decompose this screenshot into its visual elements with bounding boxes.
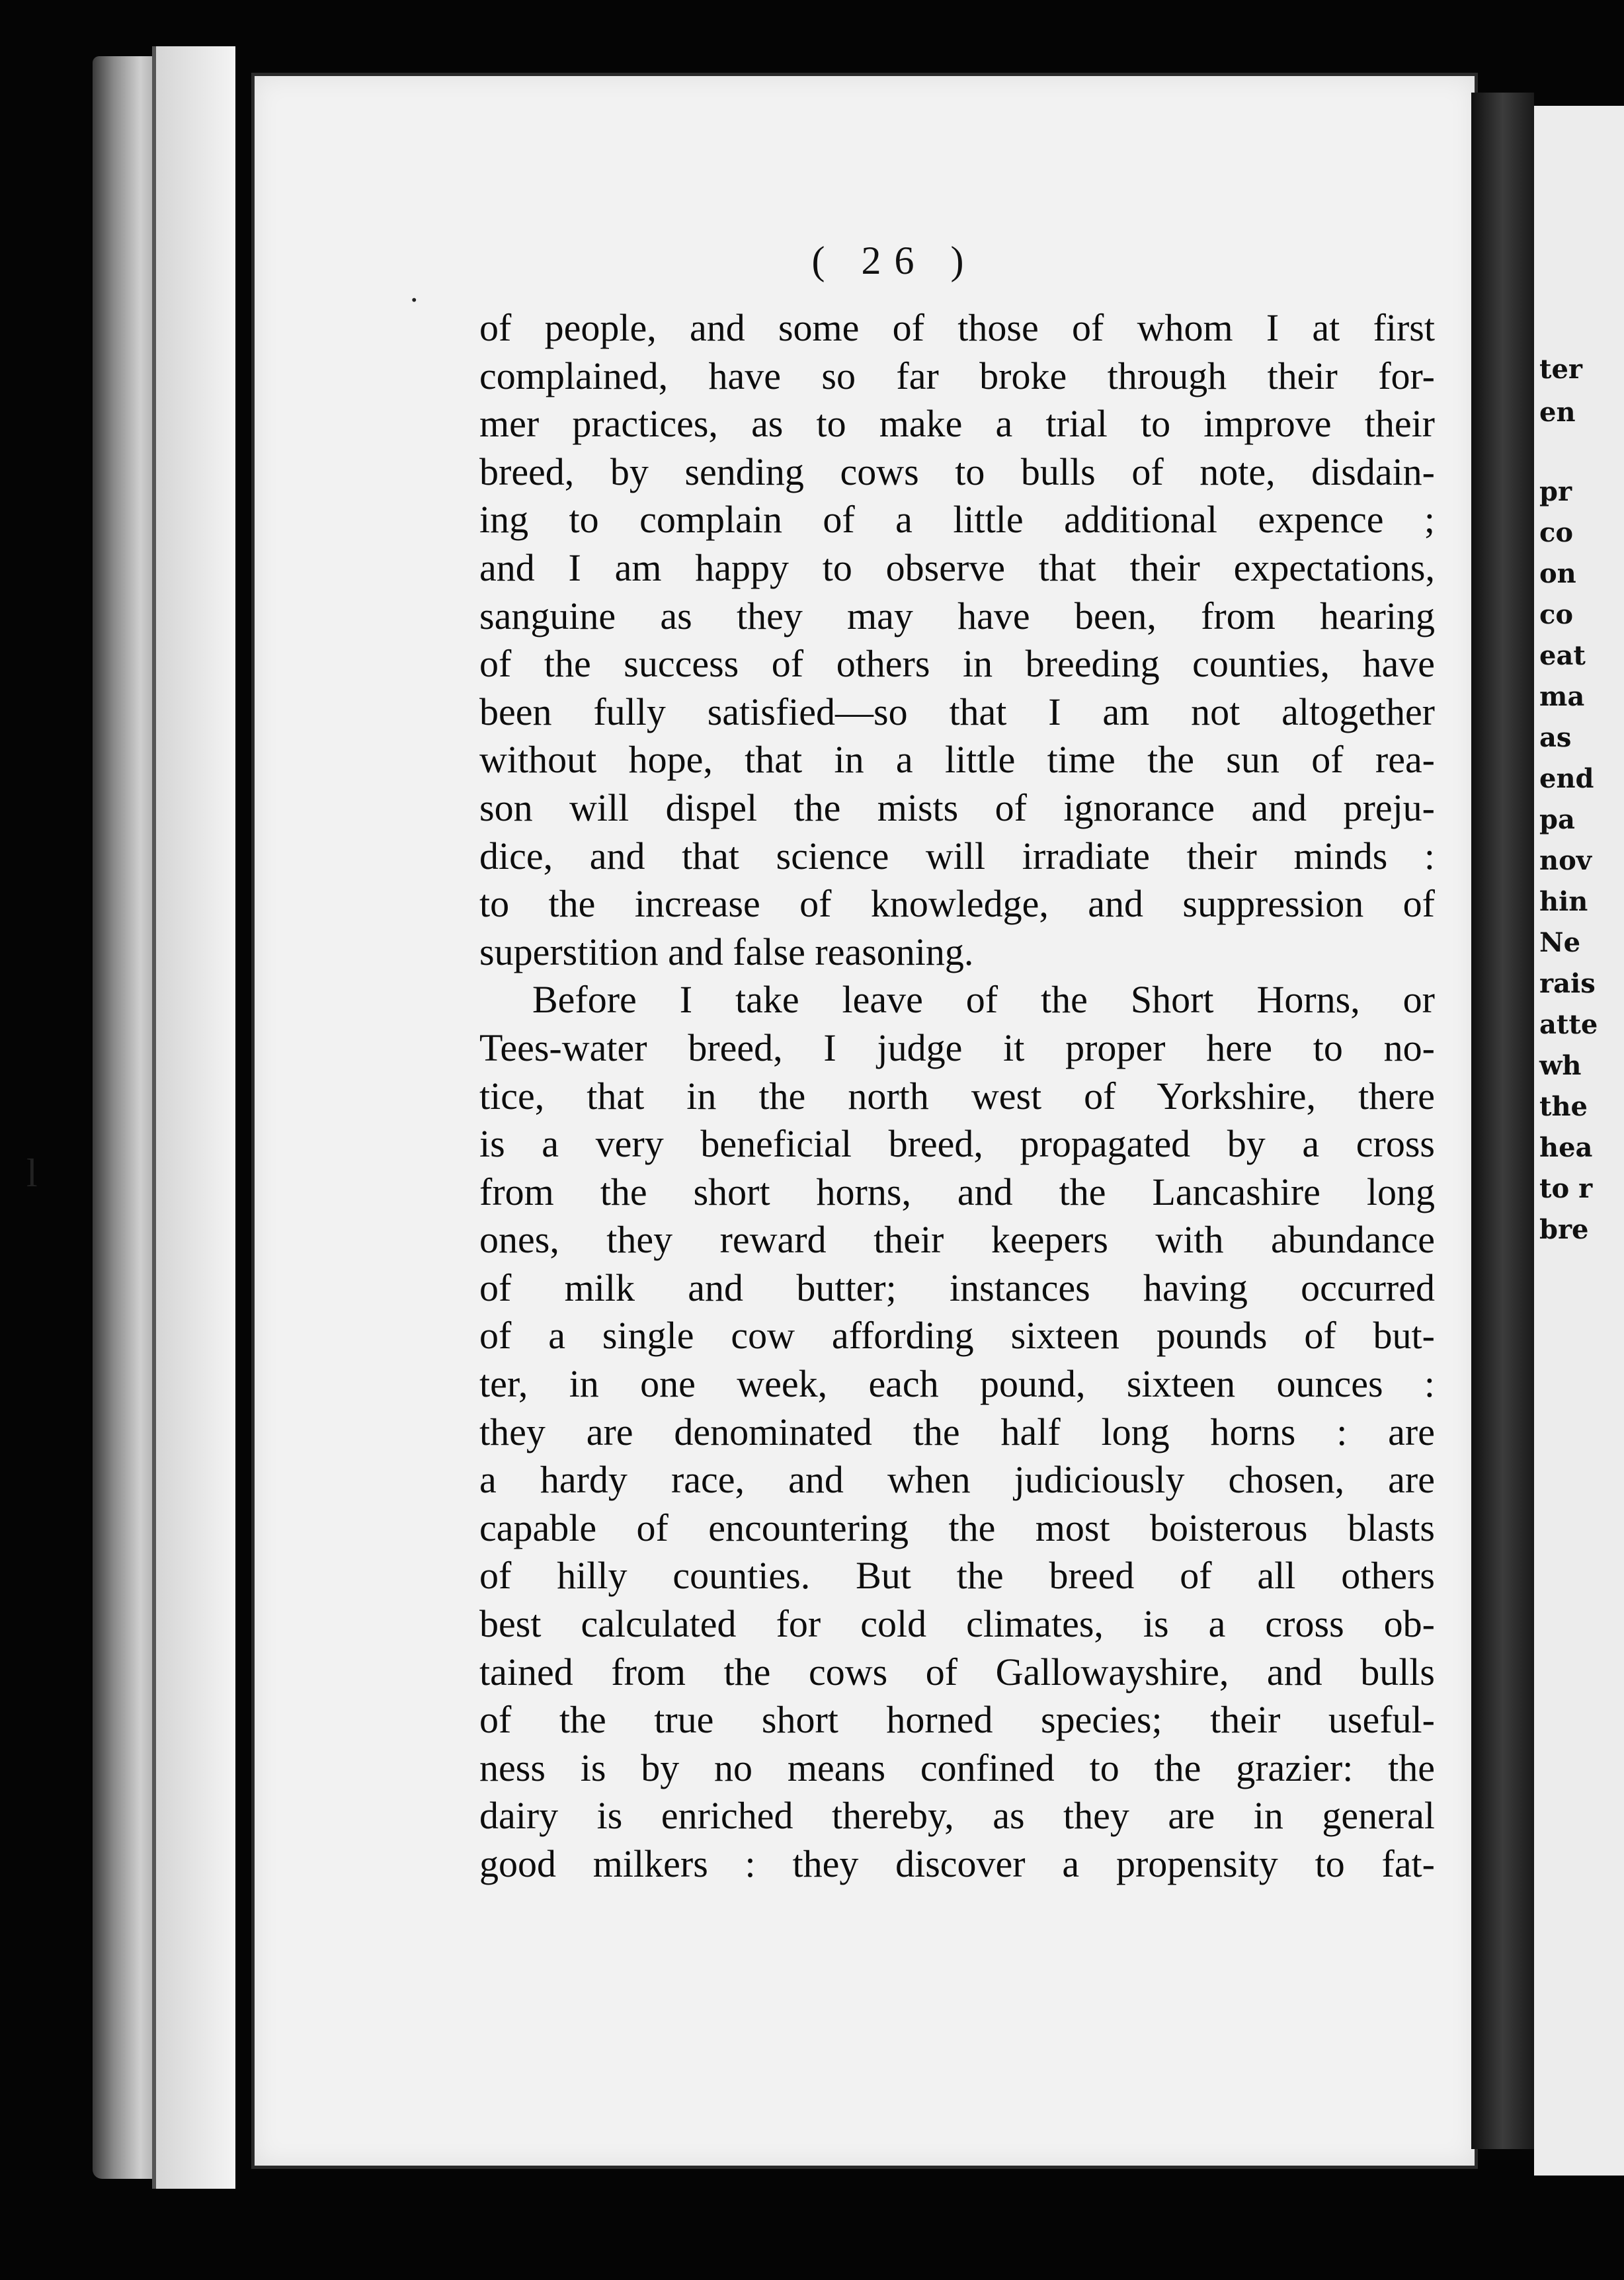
facing-page-fragment: Ne — [1539, 927, 1581, 958]
margin-mark: l — [26, 1151, 38, 1195]
text-line: capable of encountering the most boisterous blasts — [479, 1506, 1435, 1549]
facing-page-fragment: en — [1539, 397, 1576, 428]
text-line: without hope, that in a little time the sun of rea- — [479, 738, 1435, 782]
text-line: Tees-water breed, I judge it proper here to no- — [479, 1026, 1435, 1069]
facing-page-fragment: on — [1539, 558, 1576, 589]
facing-page — [1534, 106, 1624, 2176]
text-line: of the true short horned species; their useful- — [479, 1698, 1435, 1742]
text-line: of milk and butter; instances having occurred — [479, 1266, 1435, 1309]
text-line: is a very beneficial breed, propagated by a cross — [479, 1122, 1435, 1166]
speck-mark: . — [410, 272, 419, 309]
facing-page-fragment: atte — [1539, 1009, 1598, 1040]
text-line: ing to complain of a little additional expence ; — [479, 498, 1435, 542]
text-line: good milkers : they discover a propensity to fat- — [479, 1842, 1435, 1885]
text-line: son will dispel the mists of ignorance and preju- — [479, 786, 1435, 829]
text-line: ness is by no means confined to the grazier: the — [479, 1746, 1435, 1789]
facing-page-fragment: wh — [1539, 1050, 1582, 1081]
facing-page-fragment: hin — [1539, 886, 1588, 917]
book-page — [251, 73, 1478, 2169]
facing-page-fragment: as — [1539, 722, 1572, 753]
text-line: breed, by sending cows to bulls of note, disdain- — [479, 450, 1435, 493]
page-body-text — [479, 304, 1435, 1889]
text-line: best calculated for cold climates, is a cross ob- — [479, 1602, 1435, 1646]
text-line: and I am happy to observe that their expectations, — [479, 546, 1435, 589]
facing-page-fragment: hea — [1539, 1132, 1593, 1163]
text-line: tained from the cows of Gallowayshire, and bulls — [479, 1650, 1435, 1693]
facing-page-fragment: ma — [1539, 681, 1585, 712]
text-line: Before I take leave of the Short Horns, or — [532, 978, 1435, 1022]
book-gutter — [1471, 93, 1534, 2149]
text-line: of the success of others in breeding counties, have — [479, 642, 1435, 686]
text-line: from the short horns, and the Lancashire long — [479, 1170, 1435, 1213]
text-line: ter, in one week, each pound, sixteen ounces : — [479, 1362, 1435, 1406]
facing-page-fragment: bre — [1539, 1214, 1589, 1245]
text-line: of hilly counties. But the breed of all others — [479, 1554, 1435, 1598]
text-line: sanguine as they may have been, from hearing — [479, 594, 1435, 637]
facing-page-fragment: rais — [1539, 968, 1596, 999]
text-line: dairy is enriched thereby, as they are in general — [479, 1794, 1435, 1838]
text-line: ones, they reward their keepers with abundance — [479, 1218, 1435, 1262]
facing-page-fragment: nov — [1539, 845, 1592, 876]
facing-page-fragment: co — [1539, 599, 1574, 630]
text-line: a hardy race, and when judiciously chosen, are — [479, 1458, 1435, 1502]
facing-page-fragment: pa — [1539, 804, 1575, 835]
facing-page-fragment: end — [1539, 763, 1594, 794]
text-line: to the increase of knowledge, and suppression of — [479, 882, 1435, 926]
book-page-stack — [152, 46, 235, 2189]
text-line: of a single cow affording sixteen pounds of but- — [479, 1314, 1435, 1358]
text-line: of people, and some of those of whom I at first — [479, 306, 1435, 349]
facing-page-fragment: eat — [1539, 640, 1586, 671]
facing-page-fragment: to r — [1539, 1173, 1593, 1204]
text-line: been fully satisfied—so that I am not altogether — [479, 690, 1435, 733]
text-line: tice, that in the north west of Yorkshire, there — [479, 1074, 1435, 1118]
text-line: mer practices, as to make a trial to improve their — [479, 402, 1435, 446]
facing-page-fragment: co — [1539, 517, 1574, 548]
facing-page-fragment: ter — [1539, 354, 1582, 385]
text-line: dice, and that science will irradiate their minds : — [479, 834, 1435, 877]
text-line: they are denominated the half long horns : are — [479, 1410, 1435, 1453]
facing-page-fragment: the — [1539, 1091, 1588, 1122]
text-line: complained, have so far broke through their for- — [479, 354, 1435, 397]
facing-page-fragment: pr — [1539, 476, 1572, 507]
page-number-header: ( 26 ) — [811, 239, 977, 282]
text-line: superstition and false reasoning. — [479, 930, 974, 973]
